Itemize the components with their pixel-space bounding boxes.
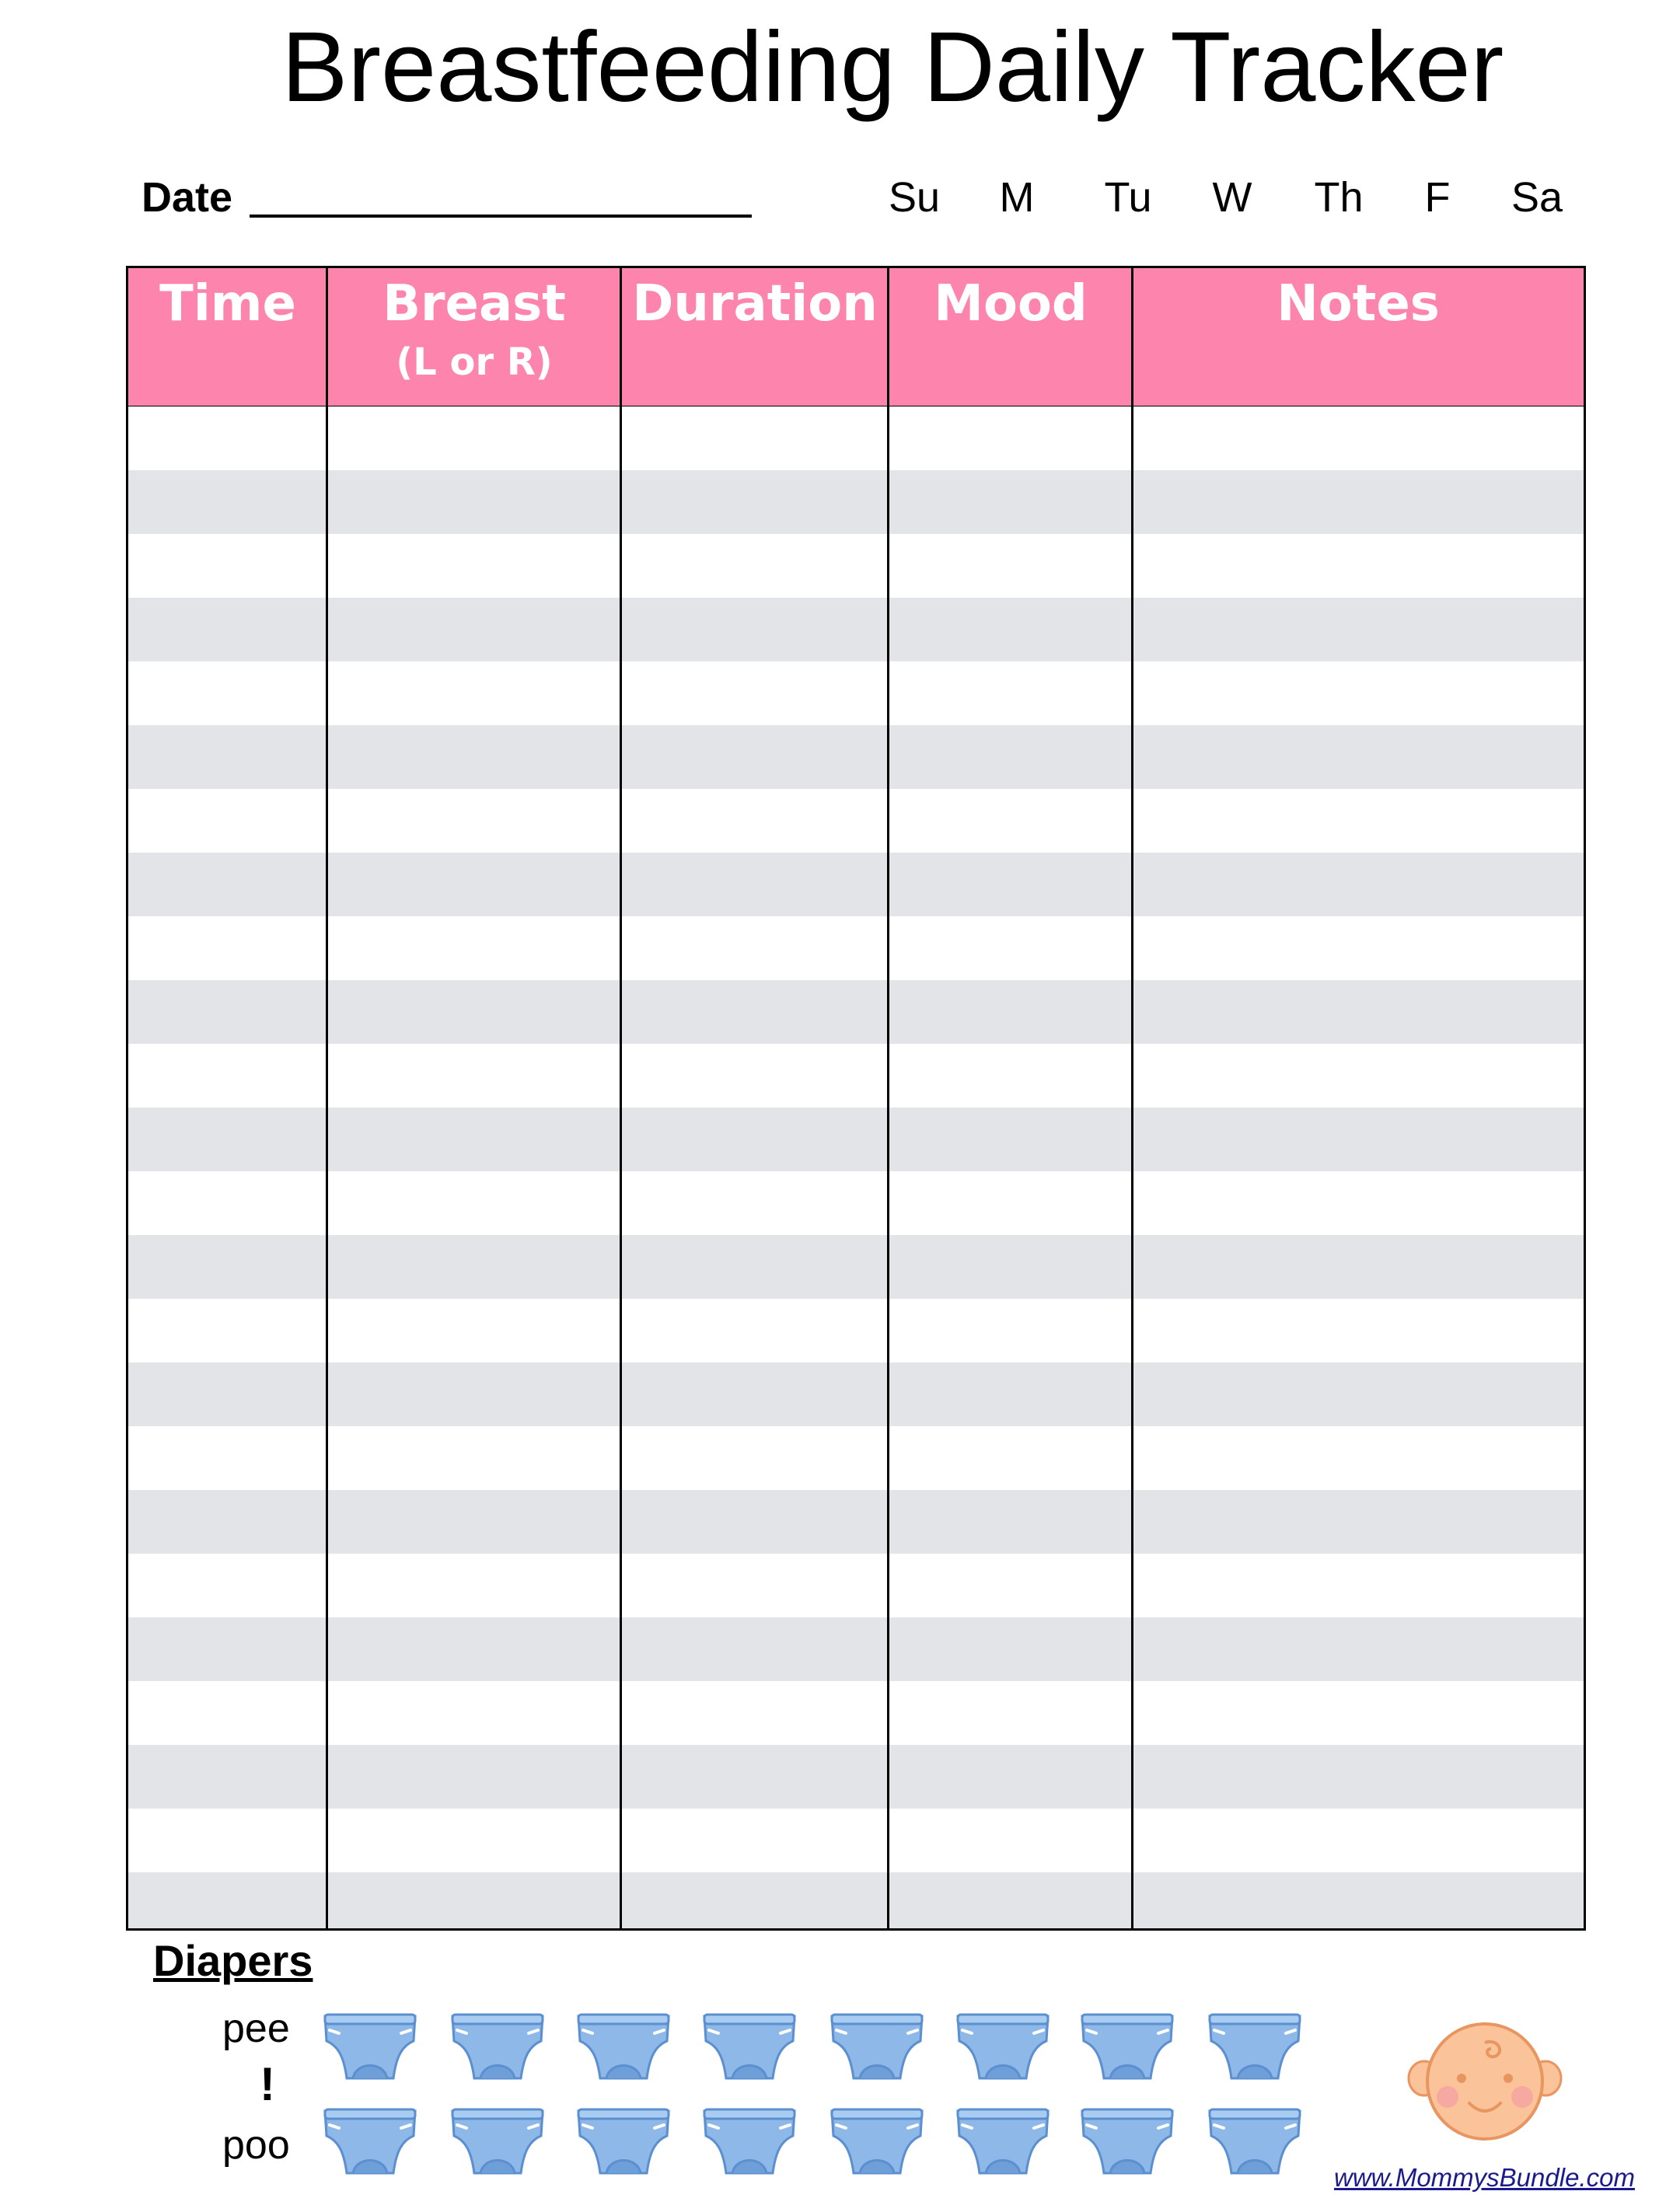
column-header-duration	[621, 268, 889, 408]
column-header-label: Mood	[934, 275, 1088, 333]
diaper-icon[interactable]	[575, 2105, 672, 2176]
diaper-icon[interactable]	[322, 2105, 418, 2176]
tracker-table	[126, 266, 1586, 1931]
day-saturday[interactable]: Sa	[1511, 174, 1563, 221]
table-row[interactable]	[128, 598, 1584, 661]
diaper-icon[interactable]	[1207, 2010, 1303, 2081]
date-input-line[interactable]	[250, 215, 752, 218]
table-row[interactable]	[128, 980, 1584, 1044]
table-row[interactable]	[128, 853, 1584, 916]
separator-mark: !	[260, 2058, 275, 2110]
diaper-icon[interactable]	[575, 2010, 672, 2081]
table-row[interactable]	[128, 1554, 1584, 1617]
diaper-icon[interactable]	[1207, 2105, 1303, 2176]
table-row[interactable]	[128, 406, 1584, 470]
diaper-icon[interactable]	[449, 2105, 546, 2176]
day-sunday[interactable]: Su	[888, 174, 941, 221]
column-header-label: Breast	[382, 275, 566, 333]
table-row[interactable]	[128, 1299, 1584, 1362]
diaper-icon[interactable]	[1079, 2010, 1175, 2081]
poo-label: poo	[222, 2123, 290, 2168]
table-row[interactable]	[128, 1490, 1584, 1554]
table-row[interactable]	[128, 1617, 1584, 1681]
table-row[interactable]	[128, 1044, 1584, 1108]
column-header-label: Notes	[1277, 275, 1440, 333]
diaper-icon[interactable]	[1079, 2105, 1175, 2176]
page-title: Breastfeeding Daily Tracker	[281, 12, 1504, 123]
column-header-label: Time	[159, 275, 296, 333]
diaper-icon[interactable]	[829, 2010, 925, 2081]
pee-label: pee	[222, 2006, 290, 2051]
table-row[interactable]	[128, 789, 1584, 853]
baby-face-icon	[1407, 2019, 1563, 2144]
table-row[interactable]	[128, 661, 1584, 725]
diaper-icon[interactable]	[829, 2105, 925, 2176]
diaper-icon[interactable]	[955, 2010, 1051, 2081]
footer-link[interactable]: www.MommysBundle.com	[1334, 2163, 1635, 2192]
day-friday[interactable]: F	[1424, 174, 1451, 221]
column-divider	[1131, 268, 1133, 1928]
diaper-icon[interactable]	[955, 2105, 1051, 2176]
diaper-icon[interactable]	[449, 2010, 546, 2081]
column-divider	[326, 268, 328, 1928]
table-row[interactable]	[128, 1171, 1584, 1235]
column-divider	[887, 268, 889, 1928]
table-row[interactable]	[128, 725, 1584, 789]
table-row[interactable]	[128, 534, 1584, 598]
column-header-label: Duration	[632, 275, 878, 333]
table-row[interactable]	[128, 470, 1584, 534]
day-wednesday[interactable]: W	[1212, 174, 1252, 221]
diaper-icon[interactable]	[701, 2105, 798, 2176]
day-tuesday[interactable]: Tu	[1104, 174, 1152, 221]
table-row[interactable]	[128, 1681, 1584, 1745]
table-row[interactable]	[128, 1872, 1584, 1931]
diaper-icon[interactable]	[322, 2010, 418, 2081]
day-thursday[interactable]: Th	[1314, 174, 1364, 221]
table-row[interactable]	[128, 1362, 1584, 1426]
table-row[interactable]	[128, 1426, 1584, 1490]
column-header-sublabel: (L or R)	[396, 340, 553, 384]
column-divider	[620, 268, 622, 1928]
day-monday[interactable]: M	[999, 174, 1035, 221]
date-label: Date	[141, 174, 233, 221]
table-row[interactable]	[128, 1745, 1584, 1809]
table-row[interactable]	[128, 1809, 1584, 1872]
column-header-breast	[327, 268, 621, 408]
diaper-icon[interactable]	[701, 2010, 798, 2081]
column-header-time	[128, 268, 327, 408]
table-row[interactable]	[128, 1108, 1584, 1171]
column-header-notes	[1133, 268, 1584, 408]
table-row[interactable]	[128, 916, 1584, 980]
column-header-mood	[889, 268, 1133, 408]
table-row[interactable]	[128, 1235, 1584, 1299]
diapers-heading: Diapers	[153, 1936, 313, 1985]
